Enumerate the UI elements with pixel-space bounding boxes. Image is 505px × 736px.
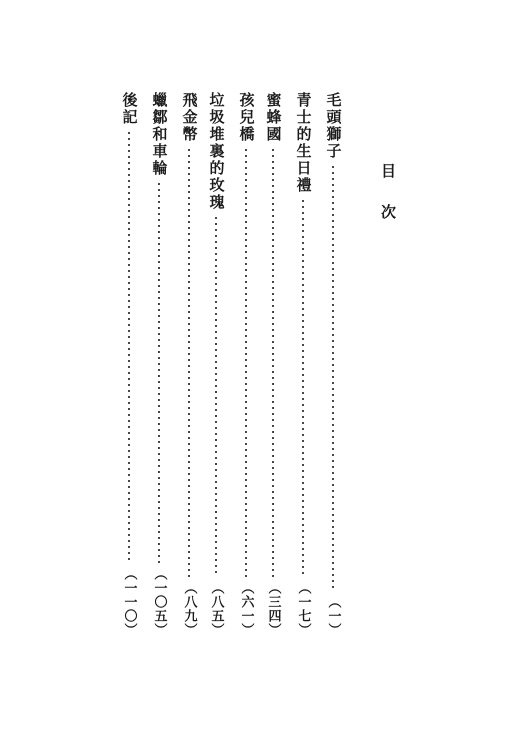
toc-entry bbox=[262, 92, 284, 637]
toc-entry-title: 飛金幣 bbox=[180, 92, 199, 143]
toc-leader-dots bbox=[332, 164, 334, 591]
toc-leader-dots bbox=[158, 181, 160, 563]
toc-entry-page: （八五） bbox=[208, 581, 224, 637]
toc-entry-page: （三四） bbox=[265, 581, 281, 637]
toc-leader-dots bbox=[215, 215, 217, 577]
toc-leader-dots bbox=[245, 147, 247, 577]
toc-entry bbox=[205, 92, 227, 637]
toc-entry-page: （一〇五） bbox=[151, 567, 167, 637]
toc-entry-page: （一一〇） bbox=[121, 567, 137, 637]
toc-entry-page: （一七） bbox=[295, 581, 311, 637]
toc-leader-dots bbox=[272, 147, 274, 577]
toc-entry bbox=[322, 92, 344, 637]
toc-entry-title: 後記 bbox=[120, 92, 139, 126]
toc-entry bbox=[178, 92, 200, 637]
toc-entry-title: 毛頭獅子 bbox=[324, 92, 343, 160]
toc-entry bbox=[148, 92, 170, 637]
toc-entry-page: （一） bbox=[325, 595, 341, 637]
toc-entry-title: 蜜蜂國 bbox=[264, 92, 283, 143]
toc-leader-dots bbox=[302, 198, 304, 577]
toc-entry-title: 垃圾堆裏的玫瑰 bbox=[207, 92, 226, 211]
toc-entry-title: 蠟鄒和車輪 bbox=[150, 92, 169, 177]
toc-entry bbox=[118, 92, 140, 637]
toc-leader-dots bbox=[188, 147, 190, 577]
toc-leader-dots bbox=[128, 130, 130, 563]
toc-entry bbox=[292, 92, 314, 637]
toc-entry-title: 孩兒橋 bbox=[237, 92, 256, 143]
toc-entry-title: 青士的生日禮 bbox=[294, 92, 313, 194]
toc-entry-page: （六一） bbox=[238, 581, 254, 637]
toc-heading: 目次 bbox=[379, 163, 397, 245]
toc-entry-page: （八九） bbox=[181, 581, 197, 637]
toc-entry bbox=[235, 92, 257, 637]
